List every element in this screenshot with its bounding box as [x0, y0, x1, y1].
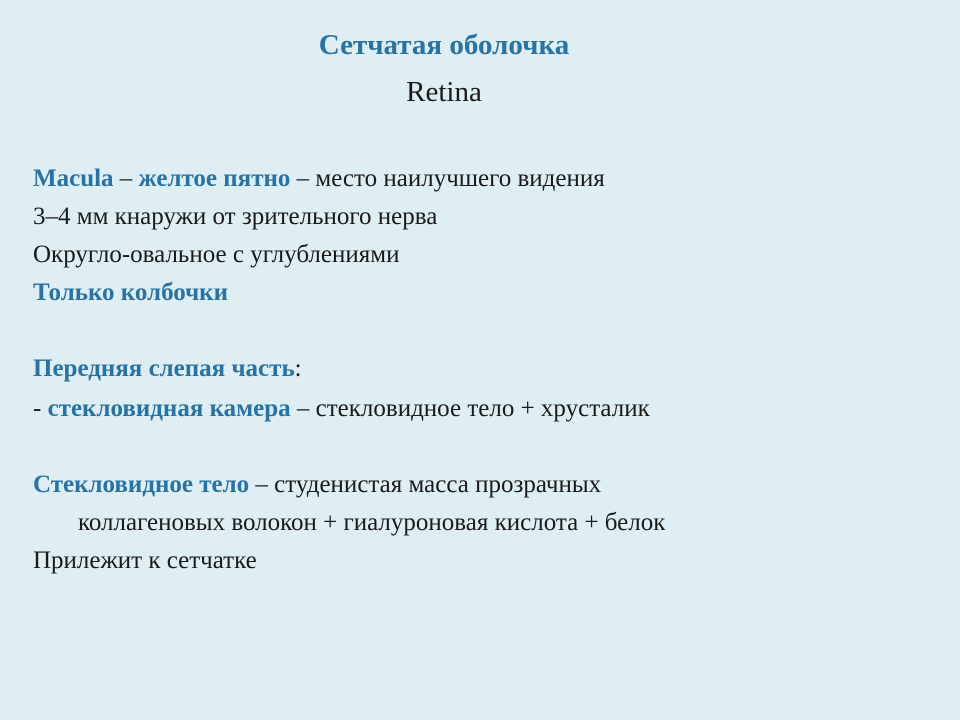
distance-line: 3–4 мм кнаружи от зрительного нерва — [33, 203, 438, 230]
vitreous-continuation: коллагеновых волокон + гиалуроновая кислота + белок — [78, 509, 666, 536]
chamber-term: стекловидная камера — [47, 395, 291, 422]
chamber-line — [33, 394, 650, 424]
adjacent-line: Прилежит к сетчатке — [33, 547, 257, 574]
cones-line: Только колбочки — [33, 279, 228, 306]
slide-subtitle: Retina — [406, 76, 482, 108]
chamber-description: – стекловидное тело + хрусталик — [290, 395, 650, 422]
anterior-term: Передняя слепая часть — [33, 355, 295, 382]
macula-line — [33, 164, 605, 194]
macula-term: Macula — [33, 165, 114, 192]
anterior-colon: : — [294, 355, 302, 382]
vitreous-term: Стекловидное тело — [33, 471, 250, 498]
vitreous-description: – студенистая масса прозрачных — [249, 471, 602, 498]
macula-description: – место наилучшего видения — [290, 165, 605, 192]
chamber-prefix: - — [33, 395, 48, 422]
vitreous-line — [33, 470, 601, 500]
shape-line: Округло-овальное с углублениями — [33, 241, 400, 268]
anterior-line — [33, 354, 302, 384]
slide-title: Сетчатая оболочка — [318, 29, 570, 61]
yellow-spot-term: желтое пятно — [138, 165, 291, 192]
macula-dash: – — [113, 165, 139, 192]
